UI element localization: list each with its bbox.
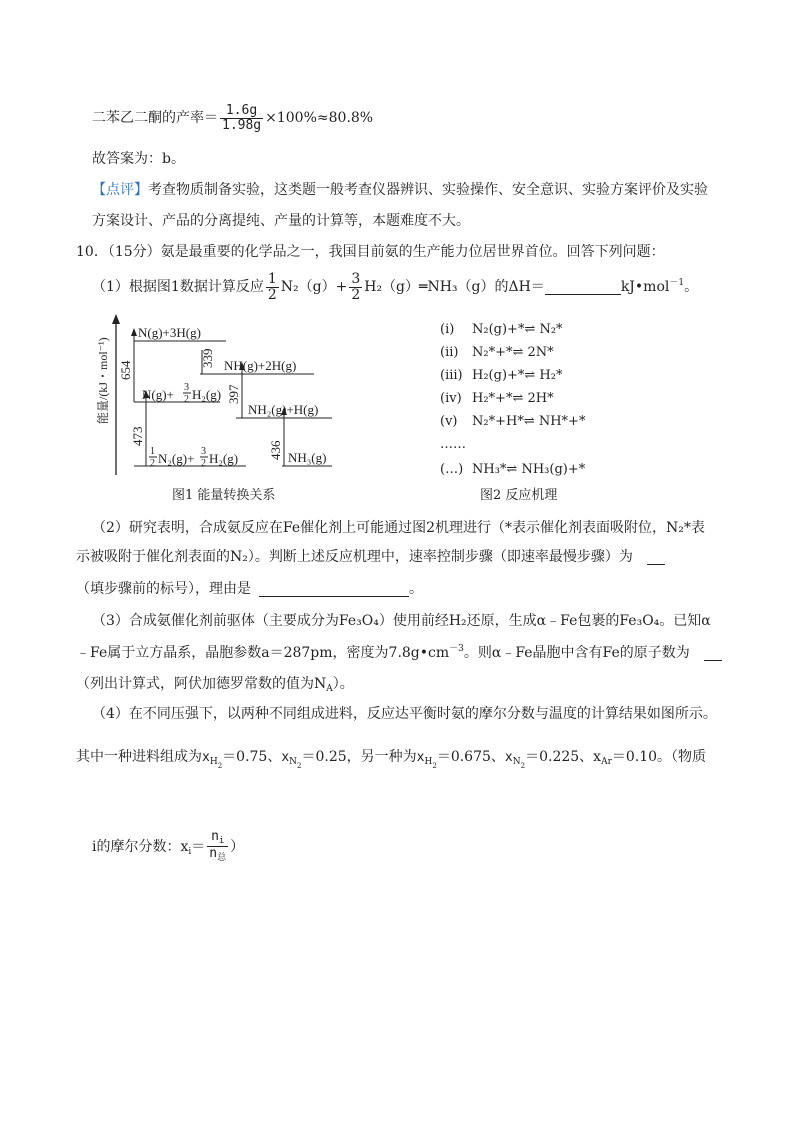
label-top: N(g)+3H(g) <box>138 325 201 340</box>
answer-line: 故答案为：b。 <box>92 151 185 167</box>
q3-line-2: ﹣Fe属于立方晶系，晶胞参数a＝287pm，密度为$7.8g•cm^{-3}$。则α﹣Fe晶胞中含有Fe的原子数为 <box>76 645 722 661</box>
comment-tag: 【点评】 <box>92 182 148 198</box>
q1-line: （1）根据图1数据计算反应 $\frac{1}{2}$ N₂（g）+ $\frac{3}{2}$ H₂（g）═NH₃（g）的ΔH＝ kJ•mol$^{-1}$。 <box>92 271 699 303</box>
q1-unit: kJ•mol <box>620 279 670 296</box>
q2-line-2: 示被吸附于催化剂表面的N₂）。判断上述反应机理中，速率控制步骤（即速率最慢步骤）为 <box>76 550 665 565</box>
value-436: 436 <box>268 440 283 460</box>
step-last-label: (…) <box>440 462 464 477</box>
arrow-654-icon <box>131 328 137 336</box>
step-3-label: (iii) <box>440 368 463 383</box>
q3-line-3: （列出计算式，阿伏加德罗常数的值为$N_A$）。 <box>76 676 354 694</box>
figure-1-caption: 图1 能量转换关系 <box>172 488 276 503</box>
question-10-header: 10．（15分）氨是最重要的化学品之一，我国目前氨的生产能力位居世界首位。回答下列问题： <box>76 244 665 260</box>
label-bottom-frac2-num: 3 <box>201 446 206 457</box>
label-bottom-frac2-den: 2 <box>201 458 206 469</box>
comment-line-1 <box>92 183 708 197</box>
step-ellipsis: …… <box>440 437 466 452</box>
mole-fraction-line: i的摩尔分数：$x_i=$ $\frac{n_i}{n_总}$ ） <box>92 829 245 864</box>
label-bottom-frac1-den: 2 <box>150 458 155 469</box>
value-473: 473 <box>130 426 145 446</box>
axis-arrow-icon <box>112 314 120 324</box>
figure-2-caption: 图2 反应机理 <box>480 488 558 503</box>
yield-numerator: 1.6g <box>220 104 263 119</box>
energy-axis-label: 能量/(kJ・mol⁻¹) <box>96 337 110 424</box>
step-5-eq: N₂*+H*⇌ NH*+* <box>472 414 586 429</box>
comment-text-1: 考查物质制备实验，这类题一般考查仪器辨识、实验操作、安全意识、实验方案评价及实验 <box>148 182 708 198</box>
value-397: 397 <box>226 384 241 404</box>
q3-line-1: （3）合成氨催化剂前驱体（主要成分为Fe₃O₄）使用前经H₂还原，生成α﹣Fe包裹的Fe₃O₄。已知α <box>92 613 711 629</box>
q2-reason-blank[interactable] <box>259 582 409 597</box>
step-1-eq: N₂(g)+*⇌ N₂* <box>472 322 563 337</box>
label-mid-left-end: H₂(g) <box>192 387 222 402</box>
step-2-eq: N₂*+*⇌ 2N* <box>472 345 554 360</box>
yield-prefix: 二苯乙二酮的产率＝ <box>92 110 218 127</box>
label-mid-frac-den: 2 <box>184 394 189 405</box>
q3-atoms-blank[interactable] <box>704 646 722 661</box>
label-bottom-n2: N₂(g)+ <box>158 451 195 466</box>
yield-fraction <box>220 104 263 132</box>
mechanism-list <box>440 320 660 480</box>
label-nh2: NH₂(g)+H(g) <box>248 402 319 417</box>
energy-diagram <box>88 312 348 482</box>
q1-half: $\frac{1}{2}$ <box>267 271 277 303</box>
q2-line-3: （填步骤前的标号），理由是 。 <box>76 581 423 597</box>
feed-line: 其中一种进料组成为$x_{H2}=0.75$、$x_{N2}=0.25$，另一种为$x_{H2}=0.675$、$x_{N2}=0.225$、$x_{Ar}=0.10$。（物质 <box>76 749 707 770</box>
label-bottom-h2: H₂(g) <box>209 451 239 466</box>
step-1-label: (i) <box>440 322 455 337</box>
value-654: 654 <box>118 360 133 380</box>
q1-prefix: （1）根据图1数据计算反应 <box>92 279 264 296</box>
yield-line <box>92 104 373 132</box>
step-3-eq: H₂(g)+*⇌ H₂* <box>472 368 563 383</box>
mole-fraction-frac: $\frac{n_i}{n_总}$ <box>209 829 227 864</box>
step-last-eq: NH₃*⇌ NH₃(g)+* <box>472 462 586 477</box>
q1-mid2: H₂（g）═NH₃（g）的ΔH＝ <box>364 279 545 296</box>
yield-suffix: ×100%≈80.8% <box>265 110 374 127</box>
label-nh3: NH₃(g) <box>288 450 327 465</box>
comment-line-2: 方案设计、产品的分离提纯、产量的计算等，本题难度不大。 <box>92 213 470 229</box>
q1-three-halves: $\frac{3}{2}$ <box>351 271 361 303</box>
label-mid-left: N(g)+ <box>142 387 174 402</box>
label-nh: NH(g)+2H(g) <box>224 358 297 373</box>
step-2-label: (ii) <box>440 345 459 360</box>
q4-line-1: （4）在不同压强下，以两种不同组成进料，反应达平衡时氨的摩尔分数与温度的计算结果如图所示。 <box>92 706 717 722</box>
value-339: 339 <box>200 348 215 368</box>
q1-mid1: N₂（g）+ <box>280 279 348 296</box>
label-mid-frac-num: 3 <box>184 382 189 393</box>
q2-line-1: （2）研究表明，合成氨反应在Fe催化剂上可能通过图2机理进行（*表示催化剂表面吸附位，N₂*表 <box>92 520 705 536</box>
step-4-eq: H₂*+*⇌ 2H* <box>472 391 554 406</box>
q1-answer-blank[interactable] <box>545 280 621 295</box>
yield-denominator: 1.98g <box>222 117 262 133</box>
step-4-label: (iv) <box>440 391 462 406</box>
label-bottom-frac1-num: 1 <box>150 446 155 457</box>
q2-step-blank[interactable] <box>647 550 665 565</box>
step-5-label: (v) <box>440 414 458 429</box>
